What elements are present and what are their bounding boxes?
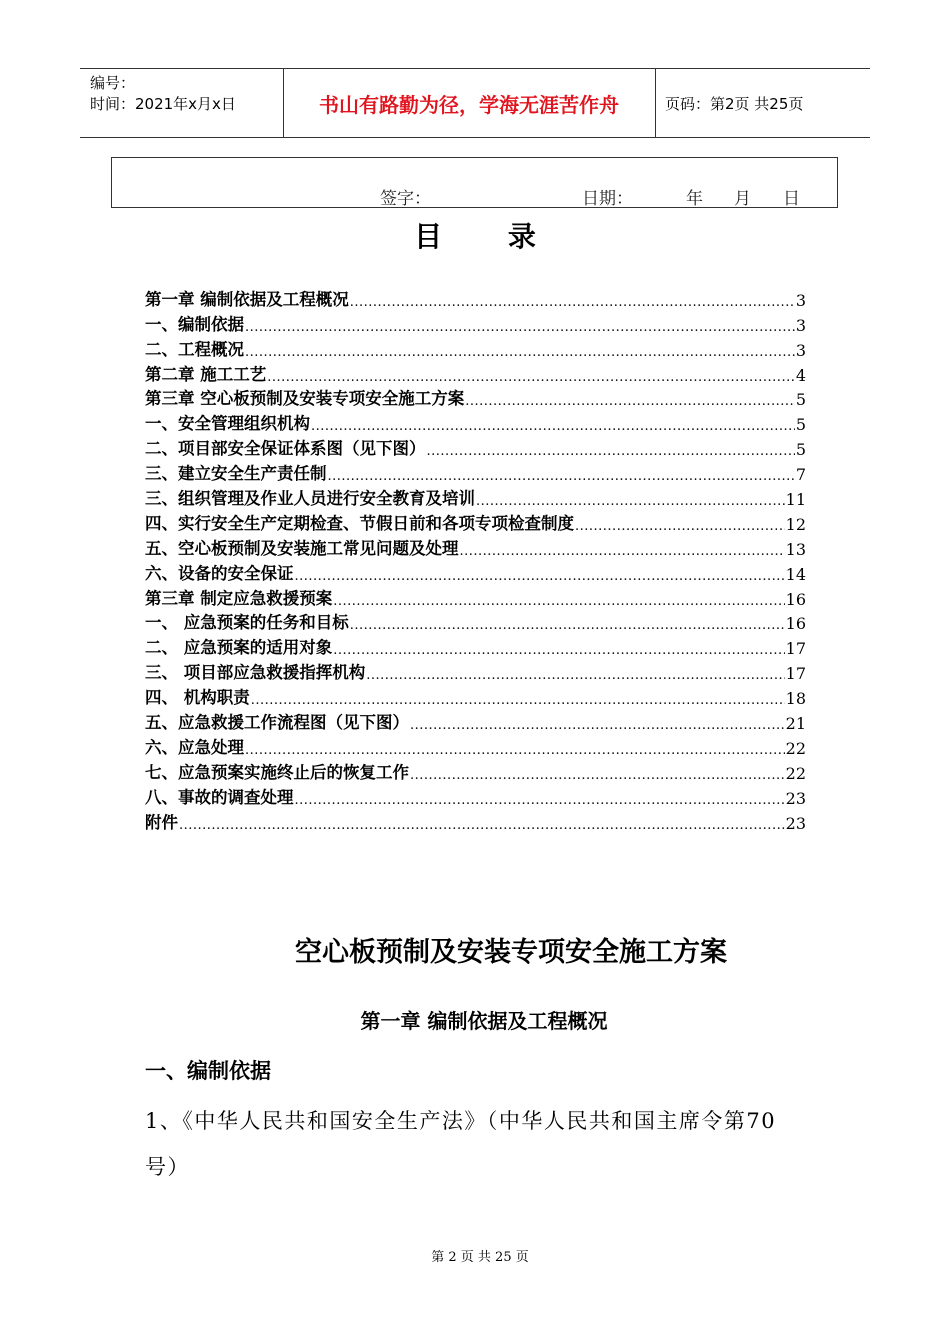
toc-leader-dots (328, 469, 795, 484)
toc-leader-dots (333, 594, 784, 609)
toc-leader-dots (350, 295, 795, 310)
toc-leader-dots (311, 419, 795, 434)
toc-entry-page: 16 (785, 589, 806, 609)
section-title: 一、编制依据 (145, 1059, 271, 1083)
toc-entry[interactable] (145, 658, 806, 683)
toc-entry[interactable] (145, 808, 806, 833)
toc-entry[interactable] (145, 484, 806, 509)
page-header (80, 68, 870, 138)
toc-title: 目 录 (414, 220, 564, 253)
toc-entry-text: 三、 项目部应急救援指挥机构 (145, 663, 366, 683)
toc-leader-dots (366, 668, 784, 683)
signature-box (111, 157, 838, 208)
toc-entry[interactable] (145, 285, 806, 310)
toc-leader-dots (251, 693, 785, 708)
toc-entry-page: 21 (785, 714, 806, 734)
toc-entry-text: 第三章 空心板预制及安装专项安全施工方案 (145, 389, 465, 409)
header-motto: 书山有路勤为径，学海无涯苦作舟 (319, 92, 619, 117)
toc-entry-text: 第二章 施工工艺 (145, 364, 267, 384)
toc-entry[interactable] (145, 534, 806, 559)
toc-leader-dots (245, 320, 795, 335)
toc-entry[interactable] (145, 310, 806, 335)
toc-leader-dots (465, 394, 795, 409)
toc-entry-page: 14 (785, 564, 806, 584)
toc-entry[interactable] (145, 783, 806, 808)
toc-entry-text: 三、组织管理及作业人员进行安全教育及培训 (145, 489, 475, 509)
toc-entry-text: 一、编制依据 (145, 314, 244, 334)
toc-entry[interactable] (145, 609, 806, 634)
toc-entry-text: 附件 (145, 812, 178, 832)
toc-leader-dots (410, 768, 785, 783)
toc-entry[interactable] (145, 385, 806, 410)
toc-entry-page: 3 (795, 340, 806, 360)
toc-entry-page: 17 (785, 664, 806, 684)
toc-entry[interactable] (145, 733, 806, 758)
toc-entry-text: 四、 机构职责 (145, 688, 250, 708)
toc-entry[interactable] (145, 584, 806, 609)
time-label: 时间：2021年x月x日 (90, 95, 236, 113)
date-label: 日期： (582, 189, 633, 209)
toc-entry[interactable] (145, 633, 806, 658)
toc-leader-dots (245, 743, 785, 758)
toc-entry[interactable] (145, 434, 806, 459)
number-label: 编号： (90, 74, 136, 92)
toc-leader-dots (267, 370, 795, 385)
toc-entry-text: 四、实行安全生产定期检查、节假日前和各项专项检查制度 (145, 513, 574, 533)
toc-entry-page: 5 (795, 415, 806, 435)
toc-entry-page: 11 (785, 490, 806, 510)
toc-leader-dots (295, 793, 785, 808)
toc-entry-page: 12 (785, 514, 806, 534)
toc-entry-page: 23 (785, 788, 806, 808)
toc-entry-text: 五、应急救援工作流程图（见下图） (145, 713, 409, 733)
toc-entry-text: 第一章 编制依据及工程概况 (145, 289, 349, 309)
sign-label: 签字： (380, 189, 431, 209)
toc-leader-dots (179, 818, 785, 833)
toc-leader-dots (427, 444, 795, 459)
toc-entry-text: 三、建立安全生产责任制 (145, 464, 327, 484)
toc-leader-dots (476, 494, 785, 509)
table-of-contents (145, 285, 806, 833)
toc-entry-text: 六、设备的安全保证 (145, 563, 294, 583)
toc-entry-page: 23 (785, 813, 806, 833)
toc-entry-page: 22 (785, 763, 806, 783)
toc-entry-text: 二、工程概况 (145, 339, 244, 359)
toc-entry-page: 5 (795, 440, 806, 460)
toc-entry-text: 五、空心板预制及安装施工常见问题及处理 (145, 538, 459, 558)
toc-entry-text: 第三章 制定应急救援预案 (145, 588, 333, 608)
toc-leader-dots (245, 345, 795, 360)
toc-entry[interactable] (145, 409, 806, 434)
toc-entry[interactable] (145, 683, 806, 708)
month-label: 月 (734, 189, 751, 209)
toc-entry-text: 六、应急处理 (145, 737, 244, 757)
toc-entry-text: 一、安全管理组织机构 (145, 414, 310, 434)
toc-entry-page: 22 (785, 738, 806, 758)
header-meta (90, 73, 236, 115)
toc-entry[interactable] (145, 335, 806, 360)
toc-entry[interactable] (145, 708, 806, 733)
toc-entry-page: 3 (795, 315, 806, 335)
toc-leader-dots (575, 519, 785, 534)
toc-entry-page: 16 (785, 614, 806, 634)
toc-entry[interactable] (145, 360, 806, 385)
toc-leader-dots (460, 544, 785, 559)
toc-entry-text: 二、项目部安全保证体系图（见下图） (145, 439, 426, 459)
toc-entry-text: 七、应急预案实施终止后的恢复工作 (145, 762, 409, 782)
toc-entry[interactable] (145, 559, 806, 584)
toc-leader-dots (295, 569, 785, 584)
page-footer: 第 2 页 共 25 页 (431, 1250, 529, 1265)
toc-entry-page: 13 (785, 539, 806, 559)
header-divider (655, 69, 656, 137)
toc-entry-page: 18 (785, 689, 806, 709)
toc-entry[interactable] (145, 459, 806, 484)
toc-entry[interactable] (145, 758, 806, 783)
toc-entry-page: 7 (795, 465, 806, 485)
toc-entry-page: 5 (795, 390, 806, 410)
toc-entry-text: 一、 应急预案的任务和目标 (145, 613, 349, 633)
toc-leader-dots (333, 643, 784, 658)
toc-leader-dots (350, 618, 785, 633)
body-paragraph: 1、《中华人民共和国安全生产法》（中华人民共和国主席令第70号） (145, 1109, 777, 1179)
toc-leader-dots (410, 718, 785, 733)
document-title: 空心板预制及安装专项安全施工方案 (295, 937, 727, 968)
toc-entry-text: 八、事故的调查处理 (145, 787, 294, 807)
toc-entry-page: 4 (795, 365, 806, 385)
toc-entry-page: 17 (785, 639, 806, 659)
header-page-info: 页码：第2页 共25页 (665, 94, 804, 113)
toc-entry-page: 3 (795, 290, 806, 310)
chapter-title: 第一章 编制依据及工程概况 (360, 1009, 608, 1033)
day-label: 日 (783, 189, 800, 209)
toc-entry-text: 二、 应急预案的适用对象 (145, 638, 333, 658)
toc-entry[interactable] (145, 509, 806, 534)
year-label: 年 (686, 189, 703, 209)
